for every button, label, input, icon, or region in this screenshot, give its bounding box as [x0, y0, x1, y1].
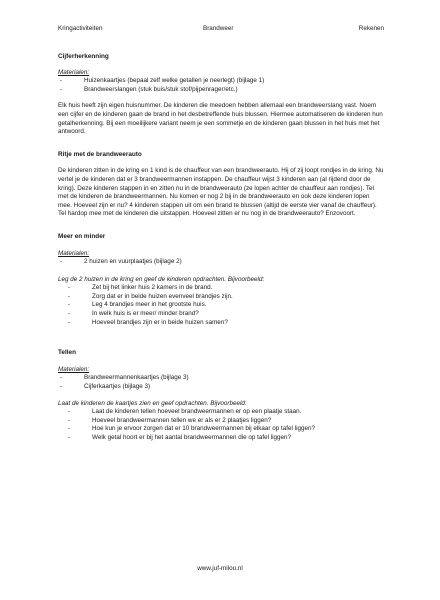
section-title: Tellen [58, 349, 76, 357]
list-item: - Cijferkaartjes (bijlage 3) [58, 383, 384, 392]
list-item: - In welk huis is er meer/ minder brand? [66, 310, 384, 319]
list-item: - Brandweerslangen (stuk buis/stuk stof/pijpenrager/etc.) [58, 86, 384, 95]
document-page [58, 25, 384, 443]
section-title: Meer en minder [58, 232, 106, 240]
list-item: - Laat de kinderen tellen hoeveel brandweermannen er op een plaatje staan. [66, 408, 384, 417]
task-list [58, 408, 384, 442]
section-body: Elk huis heeft zijn eigen huisnummer. De kinderen die meedoen hebben allemaal een brandweerslang vast. Noem een cijfer en de kinderen gaan de brand in het desbetreffende huis blussen. Hiermee automatiseren de kinderen hun getalherkenning. Bij een moeilijkere variant neem je een sommetje en de kinderen gaan blussen in het huis met het antwoord. [58, 102, 383, 136]
list-item: - Leg 4 brandjes meer in het grootste huis. [66, 301, 384, 310]
materials-label: Materialen: [58, 365, 90, 373]
materials-label: Materialen: [58, 68, 90, 76]
header-right: Rekenen [358, 25, 384, 32]
materials-list [58, 374, 384, 391]
materials-list [58, 258, 384, 267]
list-item: - Huizenkaartjes (bepaal zelf welke getallen je neerlegt) (bijlage 1) [58, 77, 384, 86]
section-title: Cijferherkenning [58, 53, 109, 60]
section-cijferherkenning [58, 53, 384, 137]
section-meer-en-minder [58, 233, 384, 327]
materials-label: Materialen: [58, 249, 90, 257]
section-tellen [58, 349, 384, 442]
list-item: - Brandweermannenkaartjes (bijlage 3) [58, 374, 384, 383]
section-instruction: Laat de kinderen de kaartjes zien en geef opdrachten. Bijvoorbeeld: [58, 399, 247, 407]
materials-list [58, 77, 384, 94]
header-left: Kringactiviteiten [58, 25, 103, 32]
list-item: - 2 huizen en vuurplaatjes (bijlage 2) [58, 258, 384, 267]
header-center: Brandweer [203, 25, 234, 32]
list-item: - Hoeveel brandweermannen tellen we er als er 2 plaatjes liggen? [66, 417, 384, 426]
section-title: Ritje met de brandweerauto [58, 150, 142, 158]
list-item: - Zorg dat er in beide huizen evenveel brandjes zijn. [66, 293, 384, 302]
section-body: De kinderen zitten in de kring en 1 kind is de chauffeur van een brandweerauto. Hij of zij loopt rondjes in de kring. Nu vertel je de kinderen dat er 3 brandweermannen instappen. De chauffeur wijst 3 kinderen aan (al rijdend door de kring). Deze kinderen stappen in en zitten nu in de brandweerauto (ze lopen achter de chauffeur aan rondjes). Tel met de kinderen de brandweermannen. Nu komen er nog 2 bij in de brandweerauto en ook deze kinderen lopen mee. Hoeveel zijn er nu? 4 kinderen stappen uit om een brand te blussen (altijd de eerste vier vanaf de chauffeur). Tel hardop mee met de kinderen die uitstappen. Hoeveel zitten er nu nog in de brandweerauto? Enzovoort. [58, 167, 384, 218]
list-item: - Hoeveel brandjes zijn er in beide huizen samen? [66, 319, 384, 328]
page-header [58, 25, 384, 35]
section-ritje [58, 151, 384, 219]
list-item: - Hoe kun je ervoor zorgen dat er 10 brandweermannen bij elkaar op tafel liggen? [66, 425, 384, 434]
list-item: - Zet bij het linker huis 2 kamers in de brand. [66, 284, 384, 293]
task-list [58, 284, 384, 327]
list-item: - Welk getal hoort er bij het aantal brandweermannen die op tafel liggen? [66, 434, 384, 443]
page-footer: www.juf-milou.nl [197, 565, 243, 572]
section-instruction: Leg de 2 huizen in de kring en geef de kinderen opdrachten. Bijvoorbeeld: [58, 275, 265, 283]
